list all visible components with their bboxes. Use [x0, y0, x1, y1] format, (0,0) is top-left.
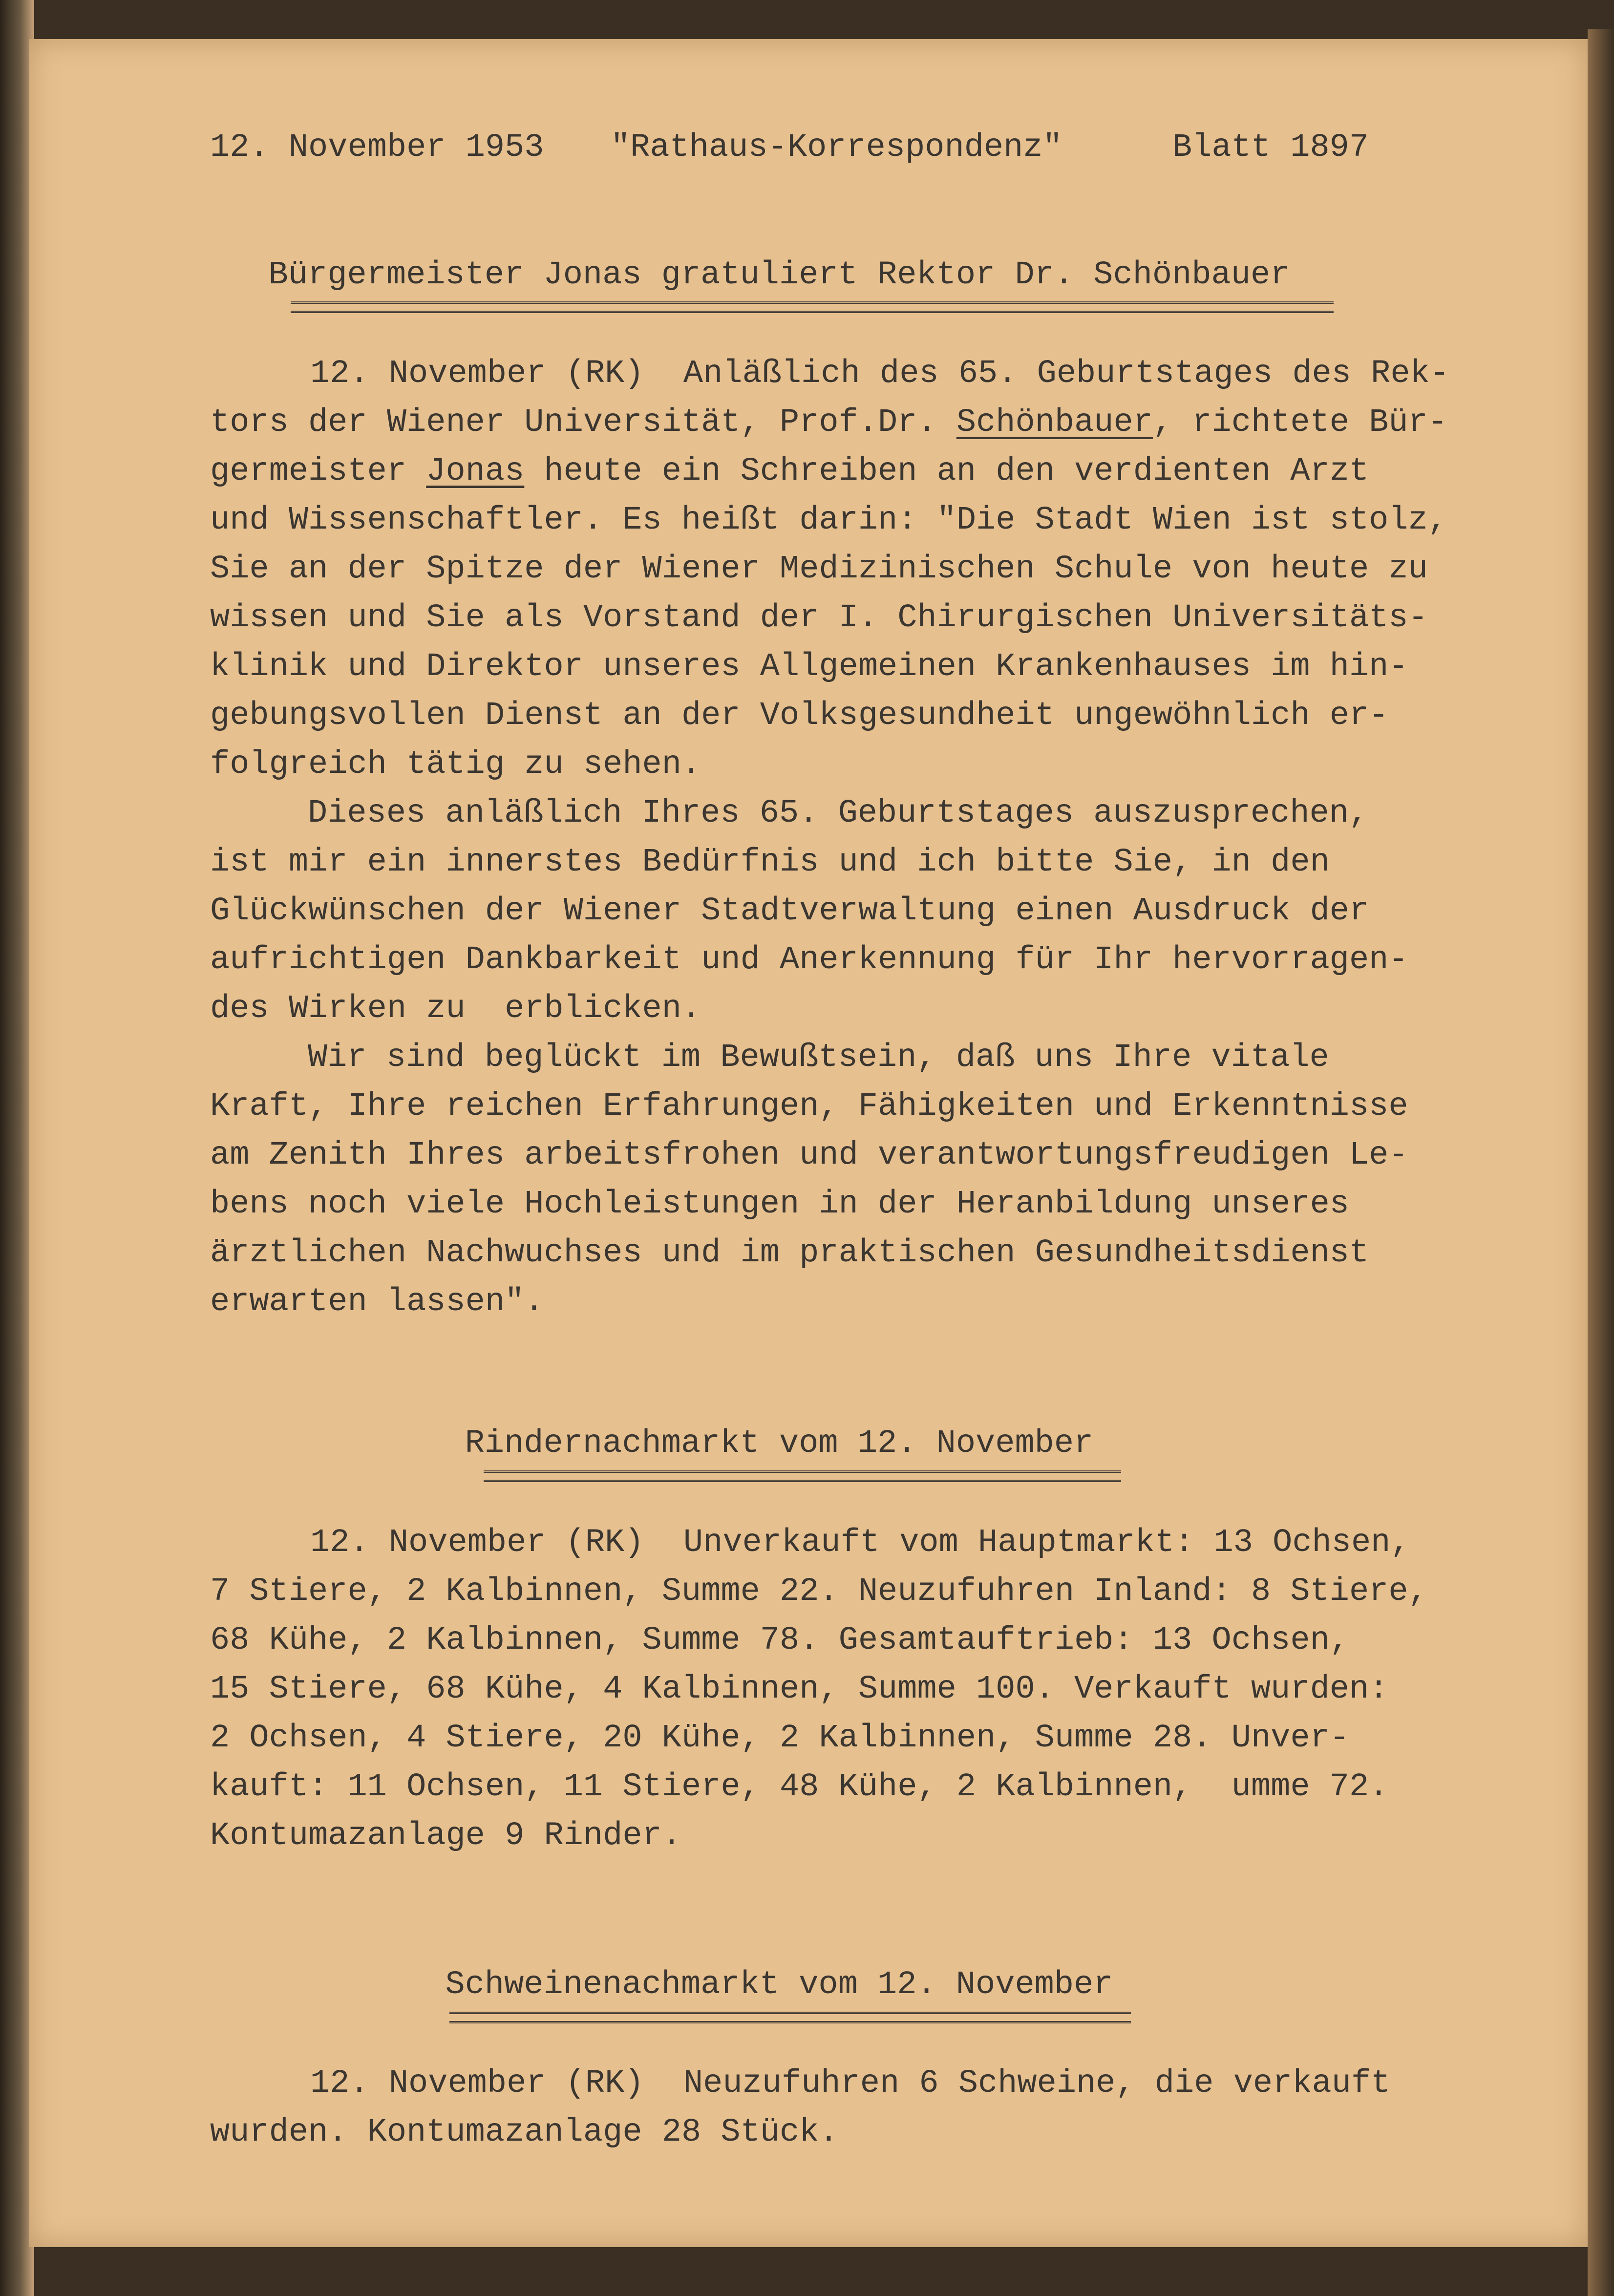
title-double-rule: [449, 2012, 1131, 2023]
article3-line-2: wurden. Kontumazanlage 28 Stück.: [210, 2114, 839, 2151]
title-double-rule: [291, 301, 1334, 313]
article1-line-5: Sie an der Spitze der Wiener Medizinischen Schule von heute zu: [210, 551, 1428, 588]
article2-line-6: kauft: 11 Ochsen, 11 Stiere, 48 Kühe, 2 Kalbinnen, umme 72.: [210, 1768, 1389, 1806]
header-sheet-number: Blatt 1897: [1172, 129, 1369, 166]
article1-line-1: 12. November (RK) Anläßlich des 65. Geburtstages des Rek-: [310, 355, 1449, 392]
header-publication: "Rathaus-Korrespondenz": [611, 129, 1062, 166]
article1-line-13: aufrichtigen Dankbarkeit und Anerkennung für Ihr hervorragen-: [210, 941, 1408, 978]
header-date: 12. November 1953: [210, 129, 544, 166]
page-right-edge: [1588, 29, 1614, 2296]
article1-line-9: folgreich tätig zu sehen.: [210, 746, 701, 783]
article2-line-4: 15 Stiere, 68 Kühe, 4 Kalbinnen, Summe 100. Verkauft wurden:: [210, 1671, 1389, 1708]
article1-line-10: Dieses anläßlich Ihres 65. Geburtstages auszusprechen,: [308, 795, 1369, 832]
article1-line-3-tail: heute ein Schreiben an den verdienten Arzt: [524, 453, 1369, 490]
name-jonas: Jonas: [426, 453, 525, 490]
article1-line-2-tail: , richtete Bür-: [1152, 404, 1448, 441]
article1-line-7: klinik und Direktor unseres Allgemeinen Krankenhauses im hin-: [210, 648, 1408, 685]
article-title-jonas: Bürgermeister Jonas gratuliert Rektor Dr. Schönbauer: [268, 256, 1290, 294]
article3-line-1: 12. November (RK) Neuzufuhren 6 Schweine, die verkauft: [310, 2065, 1391, 2102]
article-title-rindernachmarkt: Rindernachmarkt vom 12. November: [465, 1425, 1094, 1462]
article1-line-15: Wir sind beglückt im Bewußtsein, daß uns Ihre vitale: [308, 1039, 1329, 1076]
article2-line-3: 68 Kühe, 2 Kalbinnen, Summe 78. Gesamtauftrieb: 13 Ochsen,: [210, 1622, 1349, 1659]
article1-line-11: ist mir ein innerstes Bedürfnis und ich bitte Sie, in den: [210, 844, 1330, 881]
title-double-rule: [484, 1470, 1121, 1482]
article2-line-1: 12. November (RK) Unverkauft vom Hauptmarkt: 13 Ochsen,: [310, 1524, 1410, 1561]
article1-line-4: und Wissenschaftler. Es heißt darin: "Die Stadt Wien ist stolz,: [210, 502, 1448, 539]
article1-line-6: wissen und Sie als Vorstand der I. Chirurgischen Universitäts-: [210, 599, 1428, 637]
article1-line-20: erwarten lassen".: [210, 1283, 544, 1320]
name-schoenbauer: Schönbauer: [956, 404, 1153, 441]
article1-line-19: ärztlichen Nachwuchses und im praktischen Gesundheitsdienst: [210, 1234, 1369, 1272]
article1-line-8: gebungsvollen Dienst an der Volksgesundheit ungewöhnlich er-: [210, 697, 1389, 734]
article2-line-2: 7 Stiere, 2 Kalbinnen, Summe 22. Neuzufuhren Inland: 8 Stiere,: [210, 1573, 1428, 1610]
article1-line-18: bens noch viele Hochleistungen in der Heranbildung unseres: [210, 1186, 1349, 1223]
article1-line-3-text: germeister: [210, 453, 426, 490]
article1-line-12: Glückwünschen der Wiener Stadtverwaltung einen Ausdruck der: [210, 893, 1369, 930]
article2-line-5: 2 Ochsen, 4 Stiere, 20 Kühe, 2 Kalbinnen, Summe 28. Unver-: [210, 1720, 1349, 1757]
article1-line-2: [210, 398, 1447, 447]
article1-line-14: des Wirken zu erblicken.: [210, 990, 701, 1027]
article1-line-3: [210, 447, 1369, 496]
article-title-schweinenachmarkt: Schweinenachmarkt vom 12. November: [445, 1966, 1113, 2003]
article1-line-17: am Zenith Ihres arbeitsfrohen und verantwortungsfreudigen Le-: [210, 1137, 1408, 1174]
article2-line-7: Kontumazanlage 9 Rinder.: [210, 1817, 681, 1854]
article1-line-2-text: tors der Wiener Universität, Prof.Dr.: [210, 404, 956, 441]
article1-line-16: Kraft, Ihre reichen Erfahrungen, Fähigkeiten und Erkenntnisse: [210, 1088, 1408, 1125]
